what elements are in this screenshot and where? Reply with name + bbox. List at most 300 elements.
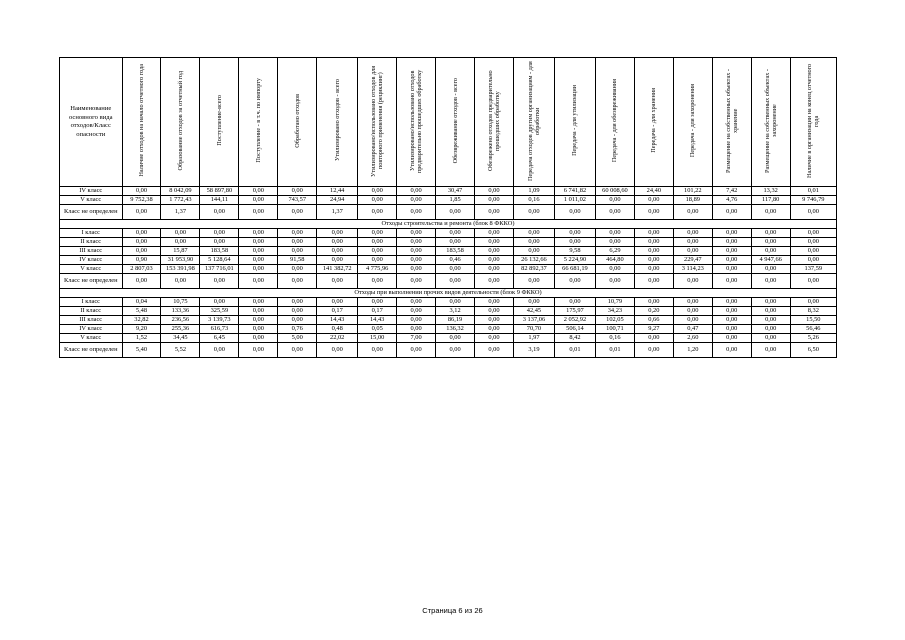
value-cell: 2 052,92 — [554, 316, 595, 325]
value-cell: 0,00 — [436, 265, 475, 274]
hazard-class-cell: V класс — [60, 196, 123, 205]
value-cell: 0,00 — [397, 229, 436, 238]
hazard-class-cell: II класс — [60, 238, 123, 247]
table-row — [60, 325, 837, 334]
value-cell: 1,09 — [513, 187, 554, 196]
value-cell: 13,32 — [751, 187, 790, 196]
value-cell: 0,00 — [751, 205, 790, 220]
value-cell: 743,57 — [278, 196, 317, 205]
column-header — [317, 58, 358, 187]
value-cell: 0,00 — [712, 274, 751, 289]
value-cell: 0,17 — [358, 307, 397, 316]
value-cell: 1,37 — [317, 205, 358, 220]
value-cell: 0,00 — [278, 307, 317, 316]
value-cell: 102,05 — [595, 316, 634, 325]
value-cell: 0,00 — [751, 307, 790, 316]
column-header-label: Размещение на собственных объектах - захоронение — [763, 68, 778, 173]
column-header-label: Утилизировано/использовано отходов предварительно прошедших обработку — [409, 68, 424, 173]
value-cell: 1,97 — [513, 334, 554, 343]
column-header — [436, 58, 475, 187]
hazard-class-cell: III класс — [60, 316, 123, 325]
value-cell: 0,00 — [239, 325, 278, 334]
column-header — [475, 58, 514, 187]
value-cell: 5 128,64 — [200, 256, 239, 265]
value-cell: 0,47 — [673, 325, 712, 334]
value-cell: 0,00 — [239, 307, 278, 316]
column-header-label: Обезврежено отходов предварительно прошедших обработку — [486, 70, 501, 171]
value-cell: 0,00 — [475, 325, 514, 334]
value-cell: 0,00 — [554, 238, 595, 247]
value-cell: 0,00 — [161, 238, 200, 247]
value-cell: 0,00 — [751, 343, 790, 358]
value-cell: 0,00 — [790, 256, 836, 265]
table-row — [60, 196, 837, 205]
value-cell: 0,05 — [358, 325, 397, 334]
value-cell: 0,00 — [278, 298, 317, 307]
column-header — [161, 58, 200, 187]
value-cell: 0,00 — [513, 229, 554, 238]
value-cell: 0,01 — [790, 187, 836, 196]
value-cell: 26 132,66 — [513, 256, 554, 265]
value-cell: 3 139,73 — [200, 316, 239, 325]
value-cell: 1,20 — [673, 343, 712, 358]
value-cell: 0,00 — [634, 298, 673, 307]
section-header-row — [60, 220, 837, 229]
value-cell: 0,00 — [475, 229, 514, 238]
value-cell: 56,46 — [790, 325, 836, 334]
value-cell: 0,00 — [239, 298, 278, 307]
value-cell: 0,00 — [595, 274, 634, 289]
section-header-row — [60, 289, 837, 298]
value-cell: 183,58 — [200, 247, 239, 256]
value-cell: 0,00 — [712, 229, 751, 238]
value-cell: 24,40 — [634, 187, 673, 196]
value-cell: 0,00 — [712, 247, 751, 256]
value-cell: 34,23 — [595, 307, 634, 316]
value-cell: 236,56 — [161, 316, 200, 325]
value-cell: 86,19 — [436, 316, 475, 325]
value-cell: 0,00 — [397, 247, 436, 256]
column-header — [673, 58, 712, 187]
value-cell: 12,44 — [317, 187, 358, 196]
value-cell: 0,01 — [554, 343, 595, 358]
value-cell: 0,00 — [239, 316, 278, 325]
value-cell: 5,00 — [278, 334, 317, 343]
page-number: Страница 6 из 26 — [422, 606, 483, 615]
value-cell: 0,00 — [790, 298, 836, 307]
value-cell: 0,00 — [200, 205, 239, 220]
value-cell: 0,00 — [397, 238, 436, 247]
column-header — [712, 58, 751, 187]
value-cell: 175,97 — [554, 307, 595, 316]
value-cell: 9,58 — [554, 247, 595, 256]
value-cell: 0,00 — [475, 343, 514, 358]
value-cell: 0,00 — [634, 229, 673, 238]
value-cell: 5,26 — [790, 334, 836, 343]
value-cell: 0,00 — [751, 265, 790, 274]
value-cell: 66 681,19 — [554, 265, 595, 274]
value-cell: 0,00 — [358, 229, 397, 238]
value-cell: 0,00 — [634, 238, 673, 247]
value-cell: 0,00 — [122, 229, 161, 238]
column-header — [278, 58, 317, 187]
value-cell: 0,00 — [239, 196, 278, 205]
value-cell: 0,46 — [436, 256, 475, 265]
value-cell: 0,00 — [278, 247, 317, 256]
table-row — [60, 307, 837, 316]
hazard-class-cell: IV класс — [60, 325, 123, 334]
value-cell: 0,00 — [513, 238, 554, 247]
value-cell: 0,00 — [475, 334, 514, 343]
value-cell: 0,00 — [397, 196, 436, 205]
value-cell: 153 391,98 — [161, 265, 200, 274]
value-cell: 0,00 — [436, 238, 475, 247]
value-cell: 0,16 — [595, 334, 634, 343]
value-cell: 0,00 — [397, 298, 436, 307]
value-cell: 0,00 — [475, 205, 514, 220]
value-cell: 10,79 — [595, 298, 634, 307]
column-header-label: Образование отходов за отчетный год — [176, 70, 184, 171]
hazard-class-cell: IV класс — [60, 187, 123, 196]
value-cell: 0,00 — [513, 274, 554, 289]
hazard-class-cell: V класс — [60, 265, 123, 274]
value-cell: 0,00 — [712, 334, 751, 343]
column-header-label: Наличие в организации на конец отчетного года — [806, 63, 821, 178]
value-cell: 8,42 — [554, 334, 595, 343]
value-cell: 6 741,82 — [554, 187, 595, 196]
column-header-label: Передача - для хранения — [650, 88, 658, 153]
hazard-class-cell: Класс не определен — [60, 343, 123, 358]
value-cell: 0,00 — [358, 274, 397, 289]
value-cell: 0,00 — [634, 196, 673, 205]
value-cell: 117,80 — [751, 196, 790, 205]
value-cell: 0,00 — [751, 229, 790, 238]
value-cell: 0,00 — [554, 229, 595, 238]
table-row — [60, 298, 837, 307]
value-cell: 3,12 — [436, 307, 475, 316]
value-cell: 10,75 — [161, 298, 200, 307]
section-title: Отходы при выполнении прочих видов деятельности (блок 9 ФККО) — [60, 289, 837, 298]
value-cell: 8 042,09 — [161, 187, 200, 196]
value-cell: 0,00 — [595, 238, 634, 247]
value-cell: 0,00 — [751, 316, 790, 325]
table-row — [60, 274, 837, 289]
value-cell: 0,00 — [790, 247, 836, 256]
hazard-class-cell: Класс не определен — [60, 274, 123, 289]
value-cell: 0,00 — [475, 238, 514, 247]
value-cell: 0,00 — [673, 316, 712, 325]
value-cell: 31 953,90 — [161, 256, 200, 265]
value-cell: 0,00 — [122, 205, 161, 220]
value-cell: 0,00 — [200, 298, 239, 307]
table-row — [60, 247, 837, 256]
hazard-class-cell: I класс — [60, 298, 123, 307]
value-cell: 0,00 — [200, 343, 239, 358]
value-cell: 1 772,43 — [161, 196, 200, 205]
value-cell: 0,00 — [554, 205, 595, 220]
value-cell: 0,00 — [634, 343, 673, 358]
value-cell: 0,00 — [751, 274, 790, 289]
value-cell: 70,70 — [513, 325, 554, 334]
value-cell: 141 382,72 — [317, 265, 358, 274]
value-cell: 0,00 — [475, 265, 514, 274]
column-header-label: Поступление-всего — [215, 95, 223, 146]
value-cell: 14,43 — [358, 316, 397, 325]
value-cell: 0,00 — [358, 196, 397, 205]
value-cell: 136,32 — [436, 325, 475, 334]
value-cell: 0,00 — [595, 205, 634, 220]
value-cell: 0,00 — [317, 229, 358, 238]
value-cell: 0,00 — [317, 274, 358, 289]
value-cell: 0,00 — [554, 274, 595, 289]
column-header-label: Передача - для обезвреживания — [611, 78, 619, 163]
table-row — [60, 205, 837, 220]
value-cell: 0,00 — [475, 316, 514, 325]
value-cell: 0,00 — [790, 229, 836, 238]
value-cell: 22,02 — [317, 334, 358, 343]
value-cell: 0,00 — [397, 256, 436, 265]
value-cell: 0,00 — [397, 316, 436, 325]
table-row — [60, 238, 837, 247]
value-cell: 0,00 — [239, 229, 278, 238]
value-cell: 0,00 — [278, 187, 317, 196]
value-cell: 0,00 — [712, 205, 751, 220]
value-cell: 0,00 — [634, 205, 673, 220]
value-cell: 229,47 — [673, 256, 712, 265]
value-cell: 0,00 — [397, 307, 436, 316]
value-cell: 0,00 — [397, 265, 436, 274]
column-header — [513, 58, 554, 187]
value-cell: 0,00 — [790, 274, 836, 289]
column-header — [751, 58, 790, 187]
value-cell: 101,22 — [673, 187, 712, 196]
column-header — [122, 58, 161, 187]
column-header — [200, 58, 239, 187]
value-cell: 506,14 — [554, 325, 595, 334]
value-cell: 0,00 — [475, 274, 514, 289]
column-header-label: Передача отходов другим организациям - для обработки — [526, 60, 541, 181]
value-cell: 24,94 — [317, 196, 358, 205]
value-cell: 0,00 — [673, 238, 712, 247]
value-cell: 0,00 — [595, 196, 634, 205]
column-header — [595, 58, 634, 187]
value-cell: 6,29 — [595, 247, 634, 256]
value-cell: 0,00 — [513, 205, 554, 220]
value-cell: 0,00 — [317, 238, 358, 247]
value-cell: 6,45 — [200, 334, 239, 343]
table-row — [60, 256, 837, 265]
value-cell: 0,76 — [278, 325, 317, 334]
value-cell: 30,47 — [436, 187, 475, 196]
value-cell: 0,00 — [161, 274, 200, 289]
value-cell: 4 775,96 — [358, 265, 397, 274]
column-header-label: Обработано отходов — [293, 93, 301, 148]
hazard-class-cell: V класс — [60, 334, 123, 343]
value-cell: 0,17 — [317, 307, 358, 316]
value-cell: 0,00 — [239, 265, 278, 274]
value-cell: 9,20 — [122, 325, 161, 334]
value-cell: 0,00 — [436, 298, 475, 307]
table-header — [60, 58, 837, 187]
table-body — [60, 187, 837, 358]
value-cell: 4 947,66 — [751, 256, 790, 265]
value-cell: 0,00 — [317, 343, 358, 358]
value-cell: 255,36 — [161, 325, 200, 334]
value-cell: 0,00 — [673, 298, 712, 307]
value-cell: 0,00 — [239, 343, 278, 358]
value-cell: 1,37 — [161, 205, 200, 220]
value-cell: 0,00 — [751, 298, 790, 307]
value-cell: 0,00 — [239, 334, 278, 343]
value-cell: 15,00 — [358, 334, 397, 343]
value-cell: 0,00 — [475, 196, 514, 205]
column-header-label: Передача - для утилизации — [571, 85, 579, 156]
value-cell: 137 716,01 — [200, 265, 239, 274]
value-cell: 0,00 — [673, 205, 712, 220]
value-cell: 3 114,23 — [673, 265, 712, 274]
value-cell: 0,00 — [122, 187, 161, 196]
value-cell: 0,00 — [436, 334, 475, 343]
value-cell: 0,00 — [513, 298, 554, 307]
value-cell: 0,00 — [790, 238, 836, 247]
value-cell: 183,58 — [436, 247, 475, 256]
value-cell: 0,00 — [278, 265, 317, 274]
table-row — [60, 316, 837, 325]
column-header-label: Наличие отходов на начало отчетного года — [137, 64, 145, 177]
value-cell: 0,00 — [595, 265, 634, 274]
value-cell: 0,00 — [751, 325, 790, 334]
value-cell: 5,52 — [161, 343, 200, 358]
column-header-label: Утилизировано отходов - всего — [333, 79, 341, 162]
column-header-label: Размещение на собственных объектах - хранение — [724, 68, 739, 173]
value-cell: 0,00 — [278, 343, 317, 358]
value-cell: 0,00 — [239, 205, 278, 220]
value-cell: 0,16 — [513, 196, 554, 205]
value-cell: 0,00 — [673, 229, 712, 238]
value-cell: 0,00 — [712, 316, 751, 325]
column-header-label: Утилизировано/использовано отходов для повторного применения (рециклинг) — [370, 64, 385, 177]
column-header — [239, 58, 278, 187]
value-cell: 6,50 — [790, 343, 836, 358]
hazard-class-cell: IV класс — [60, 256, 123, 265]
value-cell: 0,00 — [317, 298, 358, 307]
value-cell: 3,19 — [513, 343, 554, 358]
value-cell: 18,89 — [673, 196, 712, 205]
value-cell: 0,00 — [712, 298, 751, 307]
value-cell: 133,36 — [161, 307, 200, 316]
value-cell: 1 011,02 — [554, 196, 595, 205]
value-cell: 15,50 — [790, 316, 836, 325]
header-row — [60, 58, 837, 187]
value-cell: 0,00 — [397, 187, 436, 196]
column-header-label: Передача - для захоронения — [689, 83, 697, 158]
hazard-class-cell: Класс не определен — [60, 205, 123, 220]
value-cell: 616,73 — [200, 325, 239, 334]
value-cell: 5 224,90 — [554, 256, 595, 265]
value-cell: 5,40 — [122, 343, 161, 358]
value-cell: 0,00 — [239, 256, 278, 265]
table-row — [60, 343, 837, 358]
value-cell: 0,00 — [397, 343, 436, 358]
column-header — [790, 58, 836, 187]
value-cell: 464,80 — [595, 256, 634, 265]
hazard-class-cell: II класс — [60, 307, 123, 316]
value-cell: 0,00 — [712, 325, 751, 334]
value-cell: 15,87 — [161, 247, 200, 256]
value-cell: 34,45 — [161, 334, 200, 343]
value-cell: 0,00 — [358, 187, 397, 196]
value-cell: 2,60 — [673, 334, 712, 343]
value-cell: 0,00 — [436, 343, 475, 358]
value-cell: 5,48 — [122, 307, 161, 316]
value-cell: 42,45 — [513, 307, 554, 316]
table-row — [60, 265, 837, 274]
value-cell: 60 008,60 — [595, 187, 634, 196]
value-cell: 0,00 — [122, 247, 161, 256]
value-cell: 0,00 — [513, 247, 554, 256]
value-cell: 0,00 — [712, 256, 751, 265]
value-cell: 0,00 — [475, 307, 514, 316]
value-cell: 0,00 — [397, 325, 436, 334]
value-cell: 0,00 — [751, 334, 790, 343]
value-cell: 0,00 — [239, 187, 278, 196]
value-cell: 0,00 — [673, 307, 712, 316]
value-cell: 0,00 — [595, 229, 634, 238]
value-cell: 0,00 — [634, 265, 673, 274]
column-header — [554, 58, 595, 187]
value-cell: 0,00 — [278, 274, 317, 289]
value-cell: 0,00 — [122, 238, 161, 247]
value-cell: 144,11 — [200, 196, 239, 205]
value-cell: 0,00 — [317, 247, 358, 256]
value-cell: 0,00 — [634, 247, 673, 256]
value-cell: 0,00 — [436, 274, 475, 289]
value-cell: 0,00 — [397, 205, 436, 220]
table-row — [60, 334, 837, 343]
value-cell: 0,00 — [712, 238, 751, 247]
value-cell: 8,32 — [790, 307, 836, 316]
value-cell: 0,00 — [239, 238, 278, 247]
value-cell: 325,59 — [200, 307, 239, 316]
value-cell: 0,00 — [122, 274, 161, 289]
column-header-waste-type: Наименование основного вида отходов/Класс опасности — [60, 58, 123, 187]
value-cell: 9 752,38 — [122, 196, 161, 205]
value-cell: 0,00 — [712, 343, 751, 358]
value-cell: 0,00 — [358, 298, 397, 307]
value-cell: 0,00 — [751, 238, 790, 247]
value-cell: 82 892,37 — [513, 265, 554, 274]
value-cell: 0,04 — [122, 298, 161, 307]
value-cell: 1,85 — [436, 196, 475, 205]
value-cell: 0,20 — [634, 307, 673, 316]
waste-statistics-table — [59, 57, 837, 358]
value-cell: 0,00 — [397, 274, 436, 289]
value-cell: 9 746,79 — [790, 196, 836, 205]
value-cell: 32,82 — [122, 316, 161, 325]
value-cell: 1,52 — [122, 334, 161, 343]
value-cell: 0,00 — [436, 229, 475, 238]
value-cell: 14,43 — [317, 316, 358, 325]
column-header-label: Обезвреживание отходов - всего — [451, 77, 459, 164]
value-cell: 0,00 — [317, 256, 358, 265]
value-cell: 0,00 — [278, 238, 317, 247]
value-cell: 0,90 — [122, 256, 161, 265]
value-cell: 0,01 — [595, 343, 634, 358]
value-cell: 0,00 — [278, 316, 317, 325]
value-cell: 0,00 — [358, 343, 397, 358]
value-cell: 9,27 — [634, 325, 673, 334]
value-cell: 0,00 — [200, 274, 239, 289]
